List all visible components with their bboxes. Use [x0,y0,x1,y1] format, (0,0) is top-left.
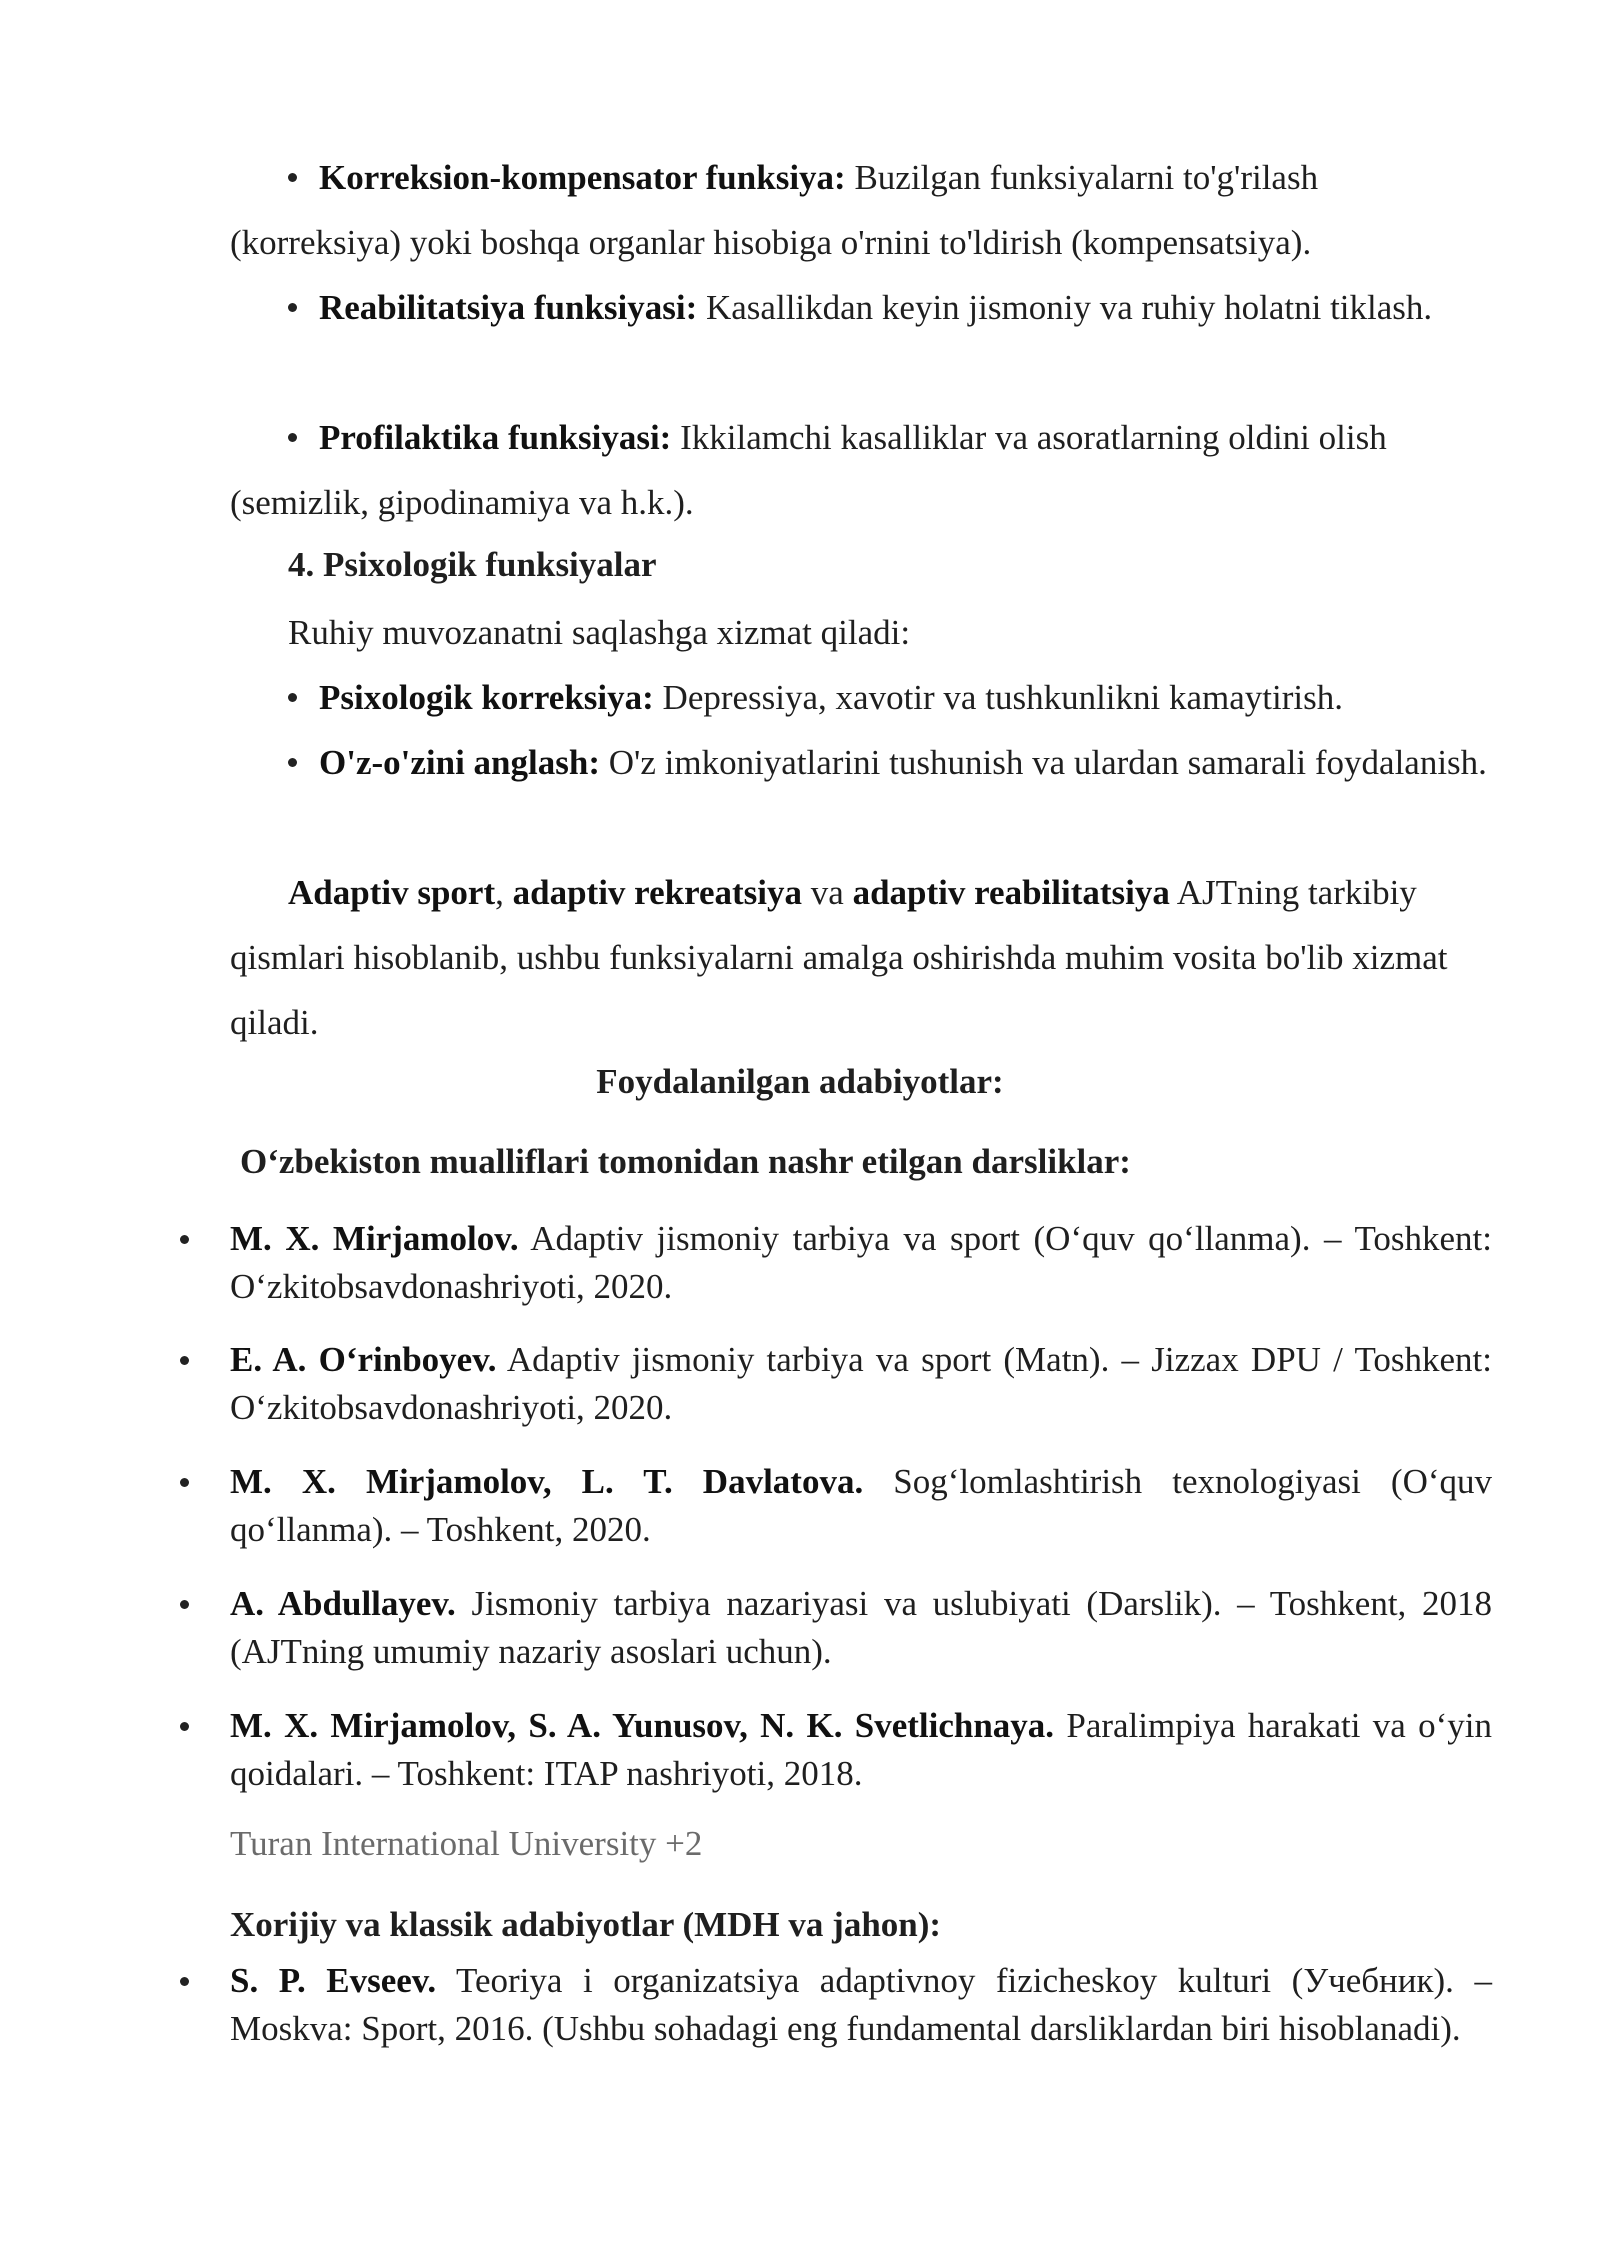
bullet-icon [180,1356,189,1365]
foreign-references-heading: Xorijiy va klassik adabiyotlar (MDH va jahon): [230,1905,942,1944]
references-title: Foydalanilgan adabiyotlar: [596,1062,1004,1101]
summary-paragraph: Adaptiv sport, adaptiv rekreatsiya va adaptiv reabilitatsiya AJTning tarkibiy qismlari hisoblanib, ushbu funksiyalarni amalga oshirishda muhim vosita bo'lib xizmat qiladi. [230,873,1448,1042]
bullet-icon [180,1977,189,1986]
bullet-icon [180,1722,189,1731]
reference-item: A. Abdullayev. Jismoniy tarbiya nazariyasi va uslubiyati (Darslik). – Toshkent, 2018 (AJTning umumiy nazariy asoslari uchun). [230,1580,1492,1676]
function-item: Korreksion-kompensator funksiya: Buzilgan funksiyalarni to'g'rilash (korreksiya) yoki boshqa organlar hisobiga o'rnini to'ldirish (kompensatsiya). [230,158,1319,262]
source-note: Turan International University +2 [230,1824,703,1863]
section-intro: Ruhiy muvozanatni saqlashga xizmat qiladi: [288,613,911,652]
psych-item: O'z-o'zini anglash: O'z imkoniyatlarini tushunish va ulardan samarali foydalanish. [230,730,1492,795]
bullet-icon [180,1235,189,1244]
function-item: Profilaktika funksiyasi: Ikkilamchi kasalliklar va asoratlarning oldini olish (semizlik, gipodinamiya va h.k.). [230,418,1387,522]
psych-item: Psixologik korreksiya: Depressiya, xavotir va tushkunlikni kamaytirish. [230,665,1492,730]
function-item: Reabilitatsiya funksiyasi: Kasallikdan keyin jismoniy va ruhiy holatni tiklash. [230,275,1492,340]
reference-item: M. X. Mirjamolov, S. A. Yunusov, N. K. Svetlichnaya. Paralimpiya harakati va o‘yin qoidalari. – Toshkent: ITAP nashriyoti, 2018. [230,1702,1492,1798]
reference-item: S. P. Evseev. Teoriya i organizatsiya adaptivnoy fizicheskoy kulturi (Учебник). – Moskva: Sport, 2016. (Ushbu sohadagi eng fundamental darsliklardan biri hisoblanadi). [230,1957,1492,2053]
reference-item: M. X. Mirjamolov. Adaptiv jismoniy tarbiya va sport (O‘quv qo‘llanma). – Toshkent: O‘zkitobsavdonashriyoti, 2020. [230,1215,1492,1311]
uz-references-heading: O‘zbekiston mualliflari tomonidan nashr etilgan darsliklar: [240,1142,1131,1181]
section-heading: 4. Psixologik funksiyalar [288,545,657,584]
bullet-icon [180,1600,189,1609]
reference-item: M. X. Mirjamolov, L. T. Davlatova. Sog‘lomlashtirish texnologiyasi (O‘quv qo‘llanma). – Toshkent, 2020. [230,1458,1492,1554]
reference-item: E. A. O‘rinboyev. Adaptiv jismoniy tarbiya va sport (Matn). – Jizzax DPU / Toshkent: O‘zkitobsavdonashriyoti, 2020. [230,1336,1492,1432]
bullet-icon [180,1478,189,1487]
